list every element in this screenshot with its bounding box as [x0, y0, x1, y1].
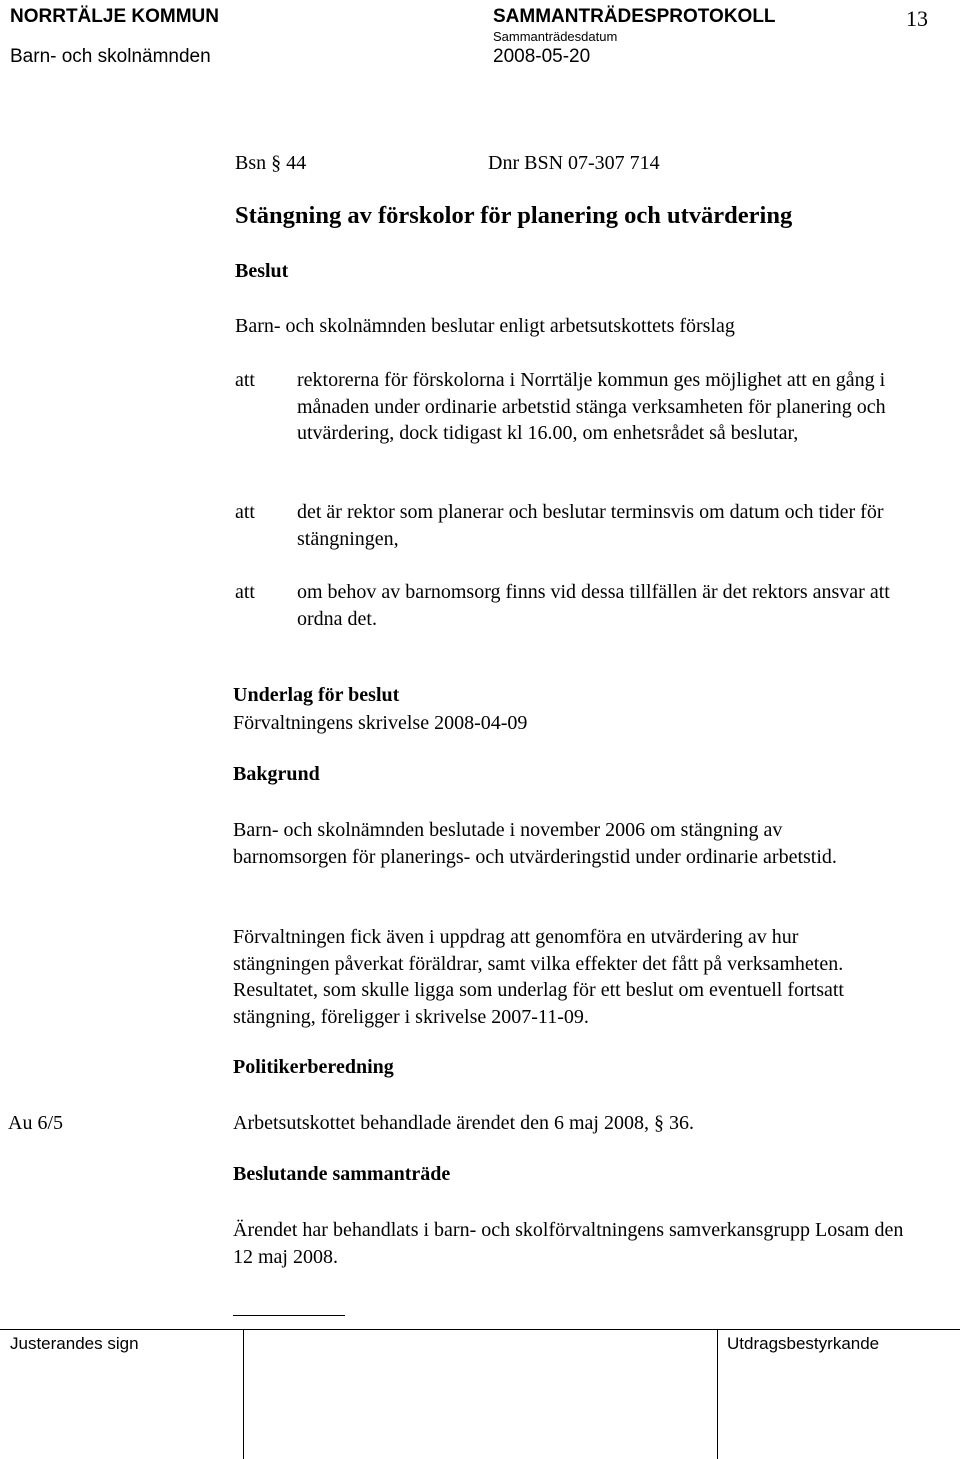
date-label: Sammanträdesdatum — [493, 29, 618, 44]
basis-text: Förvaltningens skrivelse 2008-04-09 — [233, 712, 528, 734]
decision-intro: Barn- och skolnämnden beslutar enligt arbetsutskottets förslag — [235, 315, 735, 337]
page-number: 13 — [906, 6, 928, 31]
decisive-meeting-text: Ärendet har behandlats i barn- och skolförvaltningens samverkansgrupp Losam den 12 maj 2008. — [233, 1219, 904, 1268]
decision-item-text: rektorerna för förskolorna i Norrtälje kommun ges möjlighet att en gång i månaden under ordinarie arbetstid stänga verksamheten för planering och utvärdering, dock tidigast kl 16.00, om enhetsrådet så beslutar, — [297, 369, 886, 444]
background-paragraph: Förvaltningen fick även i uppdrag att genomföra en utvärdering av hur stängningen påverkat föräldrar, samt vilka effekter det fått på verksamheten. Resultatet, som skulle ligga som underlag för ett beslut om eventuell fortsatt stängning, föreligger i skrivelse 2007-11-09. — [233, 926, 844, 1028]
meeting-date: 2008-05-20 — [493, 46, 591, 67]
board-name: Barn- och skolnämnden — [10, 46, 211, 67]
decision-item-marker: att — [235, 581, 255, 603]
decision-item-marker: att — [235, 369, 255, 391]
decisive-meeting-heading: Beslutande sammanträde — [233, 1163, 451, 1185]
end-rule — [233, 1315, 345, 1316]
background-heading: Bakgrund — [233, 763, 320, 785]
decision-heading: Beslut — [235, 260, 289, 282]
organization-name: NORRTÄLJE KOMMUN — [10, 6, 219, 27]
decision-item-text: det är rektor som planerar och beslutar terminsvis om datum och tider för stängningen, — [297, 501, 884, 550]
footer-divider — [717, 1329, 718, 1459]
extract-certification-label: Utdragsbestyrkande — [727, 1334, 880, 1353]
decision-item-marker: att — [235, 501, 255, 523]
document-type: SAMMANTRÄDESPROTOKOLL — [493, 6, 776, 27]
footer-rule — [0, 1329, 960, 1330]
diary-number: Dnr BSN 07-307 714 — [488, 152, 660, 174]
basis-heading: Underlag för beslut — [233, 684, 400, 706]
section-title: Stängning av förskolor för planering och utvärdering — [235, 202, 793, 229]
au-text: Arbetsutskottet behandlade ärendet den 6 maj 2008, § 36. — [233, 1112, 694, 1134]
political-heading: Politikerberedning — [233, 1056, 394, 1078]
signature-footer — [0, 1329, 960, 1459]
footer-divider — [243, 1329, 244, 1459]
paragraph-reference: Bsn § 44 — [235, 152, 307, 174]
decision-item-text: om behov av barnomsorg finns vid dessa tillfällen är det rektors ansvar att ordna det. — [297, 581, 890, 630]
au-margin-label: Au 6/5 — [8, 1112, 63, 1134]
justifier-signature-label: Justerandes sign — [10, 1334, 139, 1353]
background-paragraph: Barn- och skolnämnden beslutade i november 2006 om stängning av barnomsorgen för planerings- och utvärderingstid under ordinarie arbetstid. — [233, 819, 837, 868]
